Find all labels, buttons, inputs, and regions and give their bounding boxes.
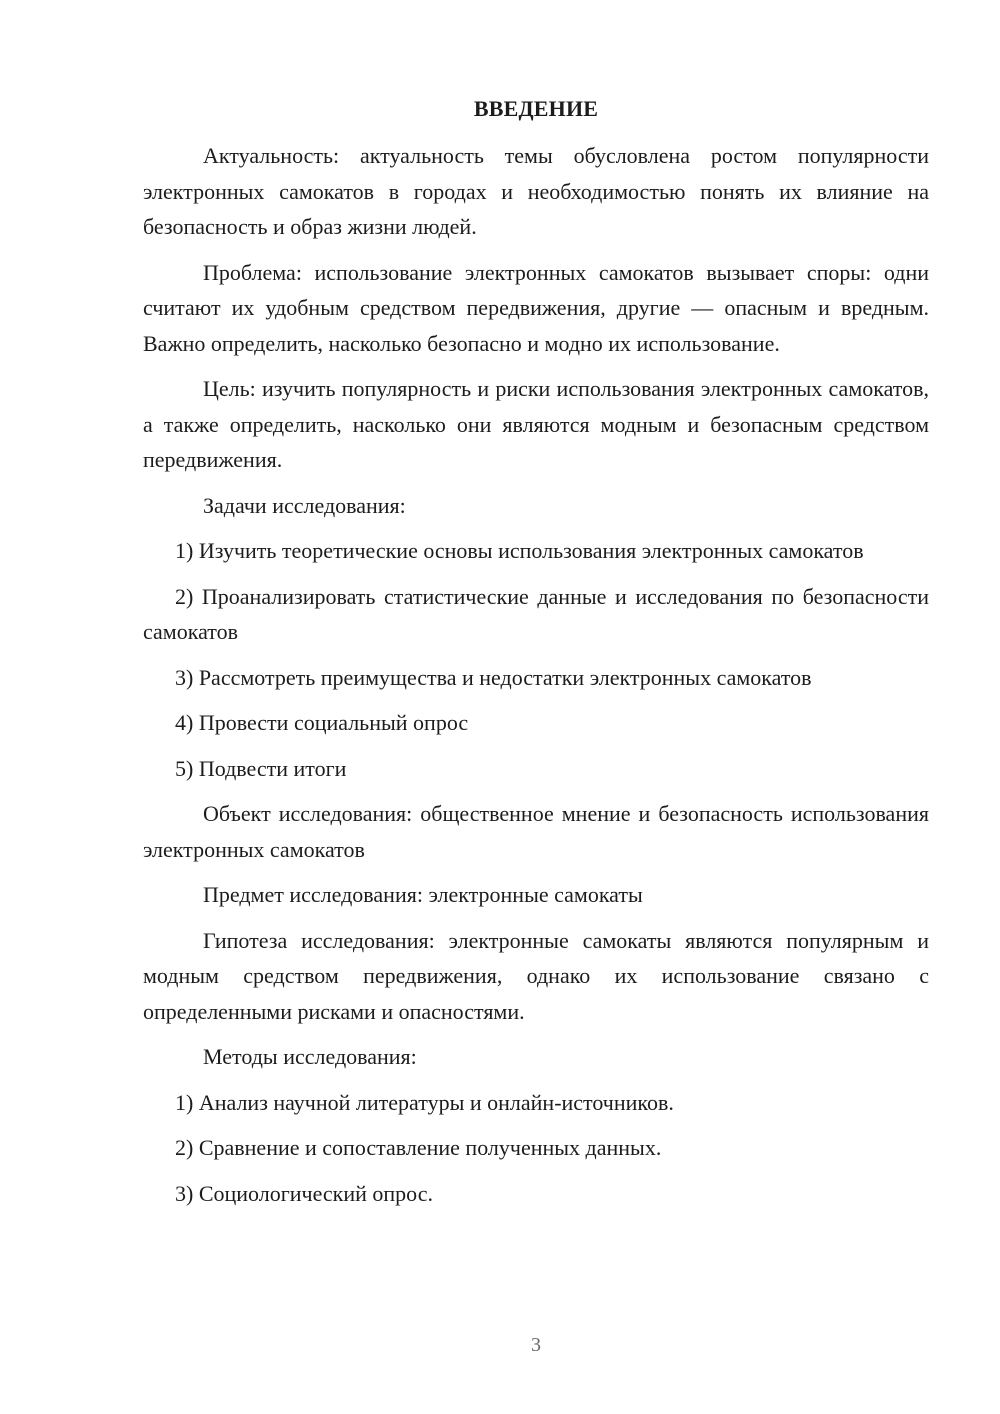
method-item-2: 2) Сравнение и сопоставление полученных данных. <box>175 1135 662 1160</box>
method-item-3: 3) Социологический опрос. <box>175 1180 433 1206</box>
section-title: ВВЕДЕНИЕ <box>473 96 599 121</box>
paragraph-goal: Цель: изучить популярность и риски использования электронных самокатов, а также определить, насколько они являются модным и безопасным средством передвижения. <box>143 376 929 472</box>
methods-heading: Методы исследования: <box>203 1044 417 1069</box>
task-item-1: 1) Изучить теоретические основы использования электронных самокатов <box>175 538 864 563</box>
tasks-heading: Задачи исследования: <box>203 492 406 518</box>
page-number: 3 <box>531 1334 541 1356</box>
task-item-4: 4) Провести социальный опрос <box>175 710 469 735</box>
method-item-1: 1) Анализ научной литературы и онлайн-источников. <box>175 1089 674 1115</box>
task-item-2: 2) Проанализировать статистические данные и исследования по безопасности самокатов <box>143 583 929 644</box>
paragraph-object: Объект исследования: общественное мнение и безопасность использования электронных самокатов <box>143 801 929 862</box>
task-item-3: 3) Рассмотреть преимущества и недостатки электронных самокатов <box>175 664 812 690</box>
document-body <box>143 138 929 1221</box>
task-item-5: 5) Подвести итоги <box>175 755 347 781</box>
paragraph-subject: Предмет исследования: электронные самокаты <box>203 882 643 907</box>
paragraph-relevance: Актуальность: актуальность темы обусловлена ростом популярности электронных самокатов в городах и необходимостью понять их влияние на безопасность и образ жизни людей. <box>143 143 929 239</box>
paragraph-hypothesis: Гипотеза исследования: электронные самокаты являются популярным и модным средством передвижения, однако их использование связано с определенными рисками и опасностями. <box>143 927 929 1024</box>
paragraph-problem: Проблема: использование электронных самокатов вызывает споры: одни считают их удобным средством передвижения, другие — опасным и вредным. Важно определить, насколько безопасно и модно их использование. <box>143 259 929 356</box>
